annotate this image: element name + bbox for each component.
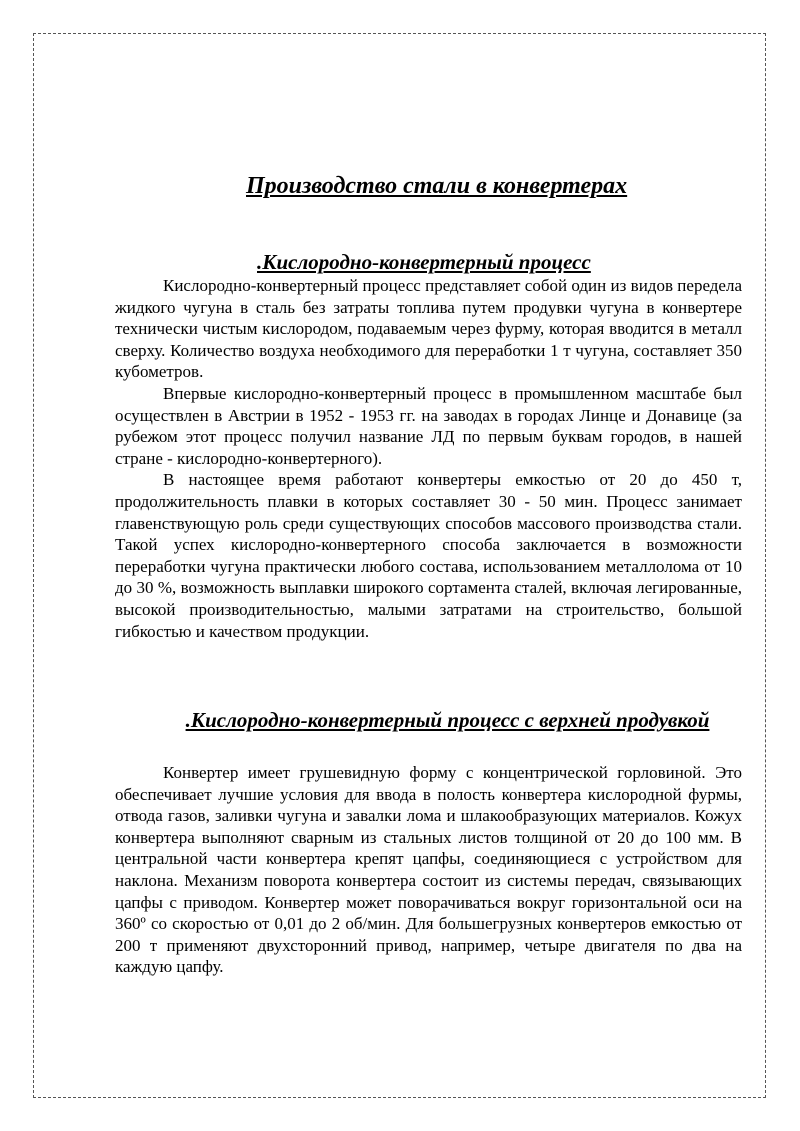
section-heading-oxygen-process: .Кислородно-конвертерный процесс [257,250,591,274]
paragraph: В настоящее время работают конвертеры емкостью от 20 до 450 т, продолжительность плавки в которых составляет 30 - 50 мин. Процесс занимает главенствующую роль среди существующих способов массового производства стали. Такой успех кислородно-конвертерного способа заключается в возможности переработки чугуна практически любого состава, использованием металлолома от 10 до 30 %, возможность выплавки широкого сортамента сталей, включая легированные, высокой производительностью, малыми затратами на строительство, большой гибкостью и качеством продукции. [115,470,742,641]
document-title: Производство стали в конвертерах [246,173,628,199]
section-heading-top-blowing: .Кислородно-конвертерный процесс с верхней продувкой [185,708,710,733]
paragraph: Кислородно-конвертерный процесс представляет собой один из видов передела жидкого чугуна в сталь без затраты топлива путем продувки чугуна в конвертере технически чистым кислородом, подаваемым через фурму, которая вводится в металл сверху. Количество воздуха необходимого для переработки 1 т чугуна, составляет 350 кубометров. [115,276,742,382]
document-body [115,170,742,978]
paragraph: Конвертер имеет грушевидную форму с концентрической горловиной. Это обеспечивает лучшие условия для ввода в полость конвертера кислородной фурмы, отвода газов, заливки чугуна и завалки лома и шлакообразующих материалов. Кожух конвертера выполняют сварным из стальных листов толщиной от 20 до 100 мм. В центральной части конвертера крепят цапфы, соединяющиеся с устройством для наклона. Механизм поворота конвертера состоит из системы передач, связывающих цапфы с приводом. Конвертер может поворачиваться вокруг горизонтальной оси на 360º со скоростью от 0,01 до 2 об/мин. Для большегрузных конвертеров емкостью от 200 т применяют двухсторонний привод, например, четыре двигателя по два на каждую цапфу. [115,763,742,977]
paragraph: Впервые кислородно-конвертерный процесс в промышленном масштабе был осуществлен в Австрии в 1952 - 1953 гг. на заводах в городах Линце и Донавице (за рубежом этот процесс получил название ЛД по первым буквам городов, в нашей стране - кислородно-конвертерного). [115,383,742,468]
